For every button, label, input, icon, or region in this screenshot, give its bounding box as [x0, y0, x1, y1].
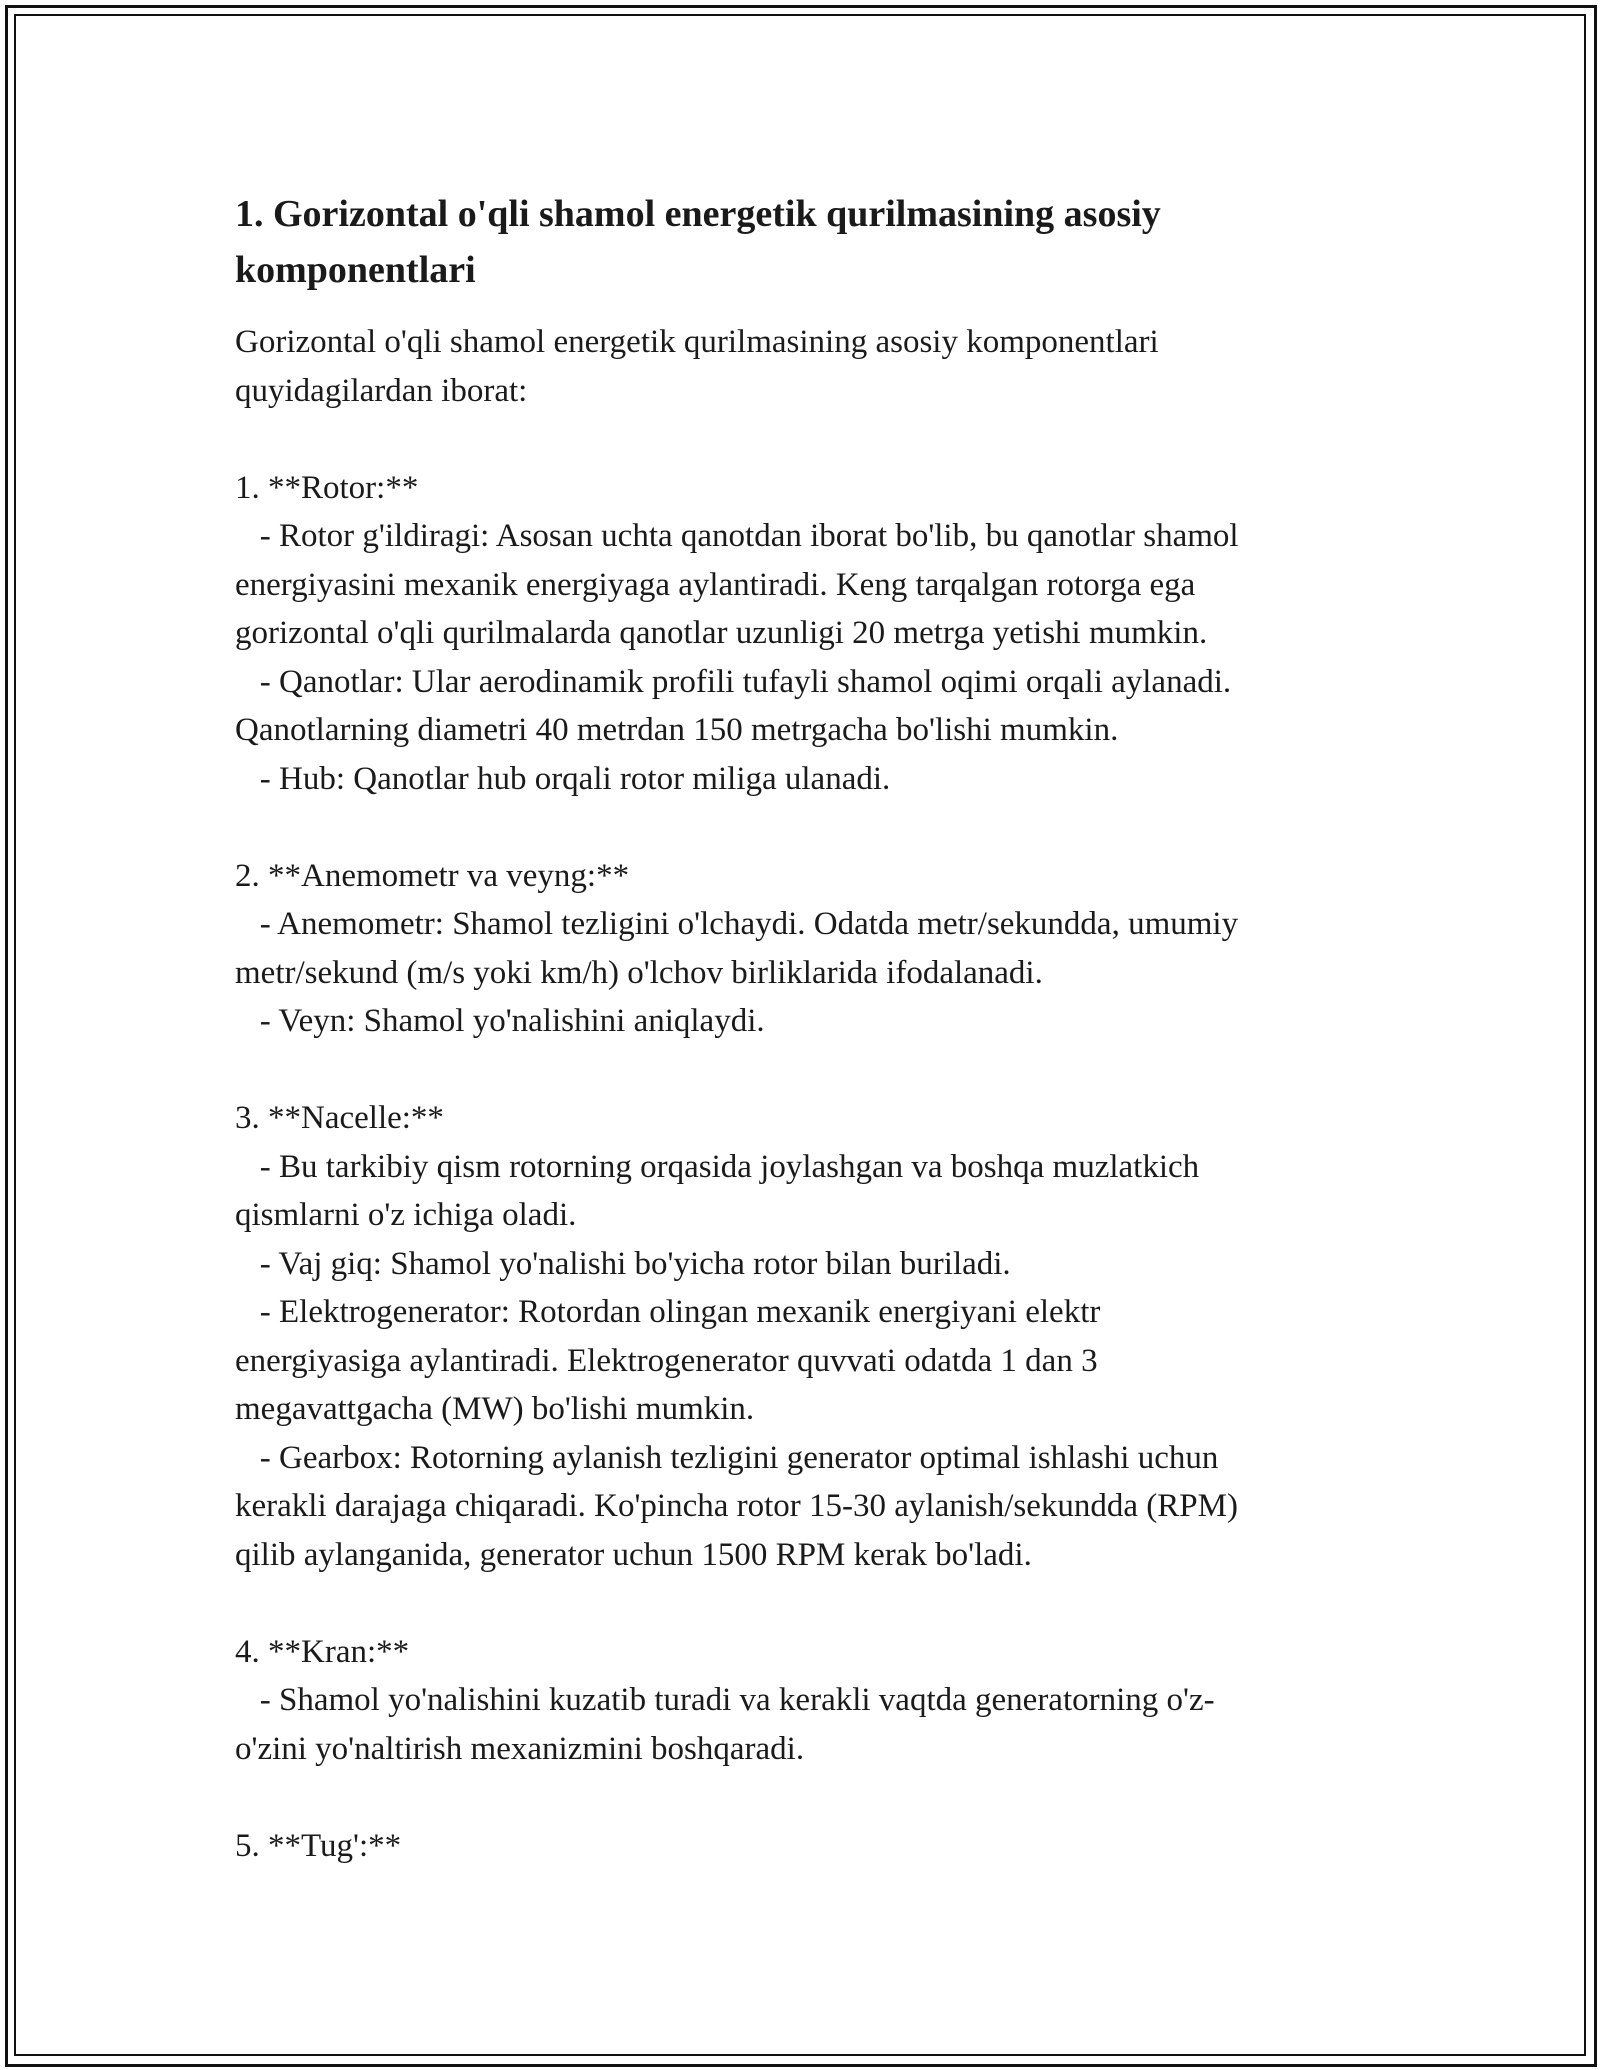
body-line: 3. **Nacelle:** — [235, 1100, 444, 1136]
body-line: Qanotlarning diametri 40 metrdan 150 metrgacha bo'lishi mumkin. — [235, 712, 1119, 748]
body-line: - Anemometr: Shamol tezligini o'lchaydi. Odatda metr/sekundda, umumiy — [235, 906, 1239, 942]
body-line: - Gearbox: Rotorning aylanish tezligini generator optimal ishlashi uchun — [235, 1439, 1219, 1476]
body-line: 2. **Anemometr va veyng:** — [235, 857, 630, 894]
body-line: o'zini yo'naltirish mexanizmini boshqaradi. — [235, 1730, 805, 1767]
body-line: energiyasiga aylantiradi. Elektrogenerator quvvati odatda 1 dan 3 — [235, 1342, 1098, 1379]
blank-line — [235, 1773, 1375, 1822]
body-line: - Vaj giq: Shamol yo'nalishi bo'yicha rotor bilan buriladi. — [235, 1245, 1011, 1282]
body-line: Gorizontal o'qli shamol energetik qurilmasining asosiy komponentlari — [235, 324, 1159, 360]
body-line: gorizontal o'qli qurilmalarda qanotlar uzunligi 20 metrga yetishi mumkin. — [235, 615, 1208, 651]
body-line: - Qanotlar: Ular aerodinamik profili tufayli shamol oqimi orqali aylanadi. — [235, 663, 1232, 700]
body-line: 1. **Rotor:** — [235, 469, 419, 506]
body-line: qismlarni o'z ichiga oladi. — [235, 1197, 577, 1233]
blank-line — [235, 1579, 1375, 1628]
body-line: metr/sekund (m/s yoki km/h) o'lchov birliklarida ifodalanadi. — [235, 954, 1043, 991]
document-page — [235, 186, 1375, 1870]
title-line: 1. Gorizontal o'qli shamol energetik qurilmasining asosiy — [235, 193, 1161, 235]
body-line: energiyasini mexanik energiyaga aylantiradi. Keng tarqalgan rotorga ega — [235, 566, 1196, 603]
body-line: kerakli darajaga chiqaradi. Ko'pincha rotor 15-30 aylanish/sekundda (RPM) — [235, 1488, 1238, 1524]
body-line: 4. **Kran:** — [235, 1633, 410, 1670]
body-line: - Bu tarkibiy qism rotorning orqasida joylashgan va boshqa muzlatkich — [235, 1148, 1200, 1185]
blank-line — [235, 803, 1375, 852]
title-line: komponentlari — [235, 249, 476, 291]
body-line: megavattgacha (MW) bo'lishi mumkin. — [235, 1391, 755, 1427]
body-line: 5. **Tug':** — [235, 1827, 402, 1864]
blank-line — [235, 415, 1375, 464]
body-line: - Shamol yo'nalishini kuzatib turadi va kerakli vaqtda generatorning o'z- — [235, 1682, 1215, 1718]
body-line: quyidagilardan iborat: — [235, 372, 528, 409]
document-title — [235, 186, 1375, 298]
body-line: - Hub: Qanotlar hub orqali rotor miliga ulanadi. — [235, 760, 891, 797]
blank-line — [235, 1046, 1375, 1095]
document-body — [235, 318, 1375, 1870]
body-line: - Elektrogenerator: Rotordan olingan mexanik energiyani elektr — [235, 1294, 1101, 1330]
body-line: qilib aylanganida, generator uchun 1500 RPM kerak bo'ladi. — [235, 1536, 1032, 1573]
body-line: - Veyn: Shamol yo'nalishini aniqlaydi. — [235, 1003, 765, 1039]
body-line: - Rotor g'ildiragi: Asosan uchta qanotdan iborat bo'lib, bu qanotlar shamol — [235, 518, 1239, 554]
